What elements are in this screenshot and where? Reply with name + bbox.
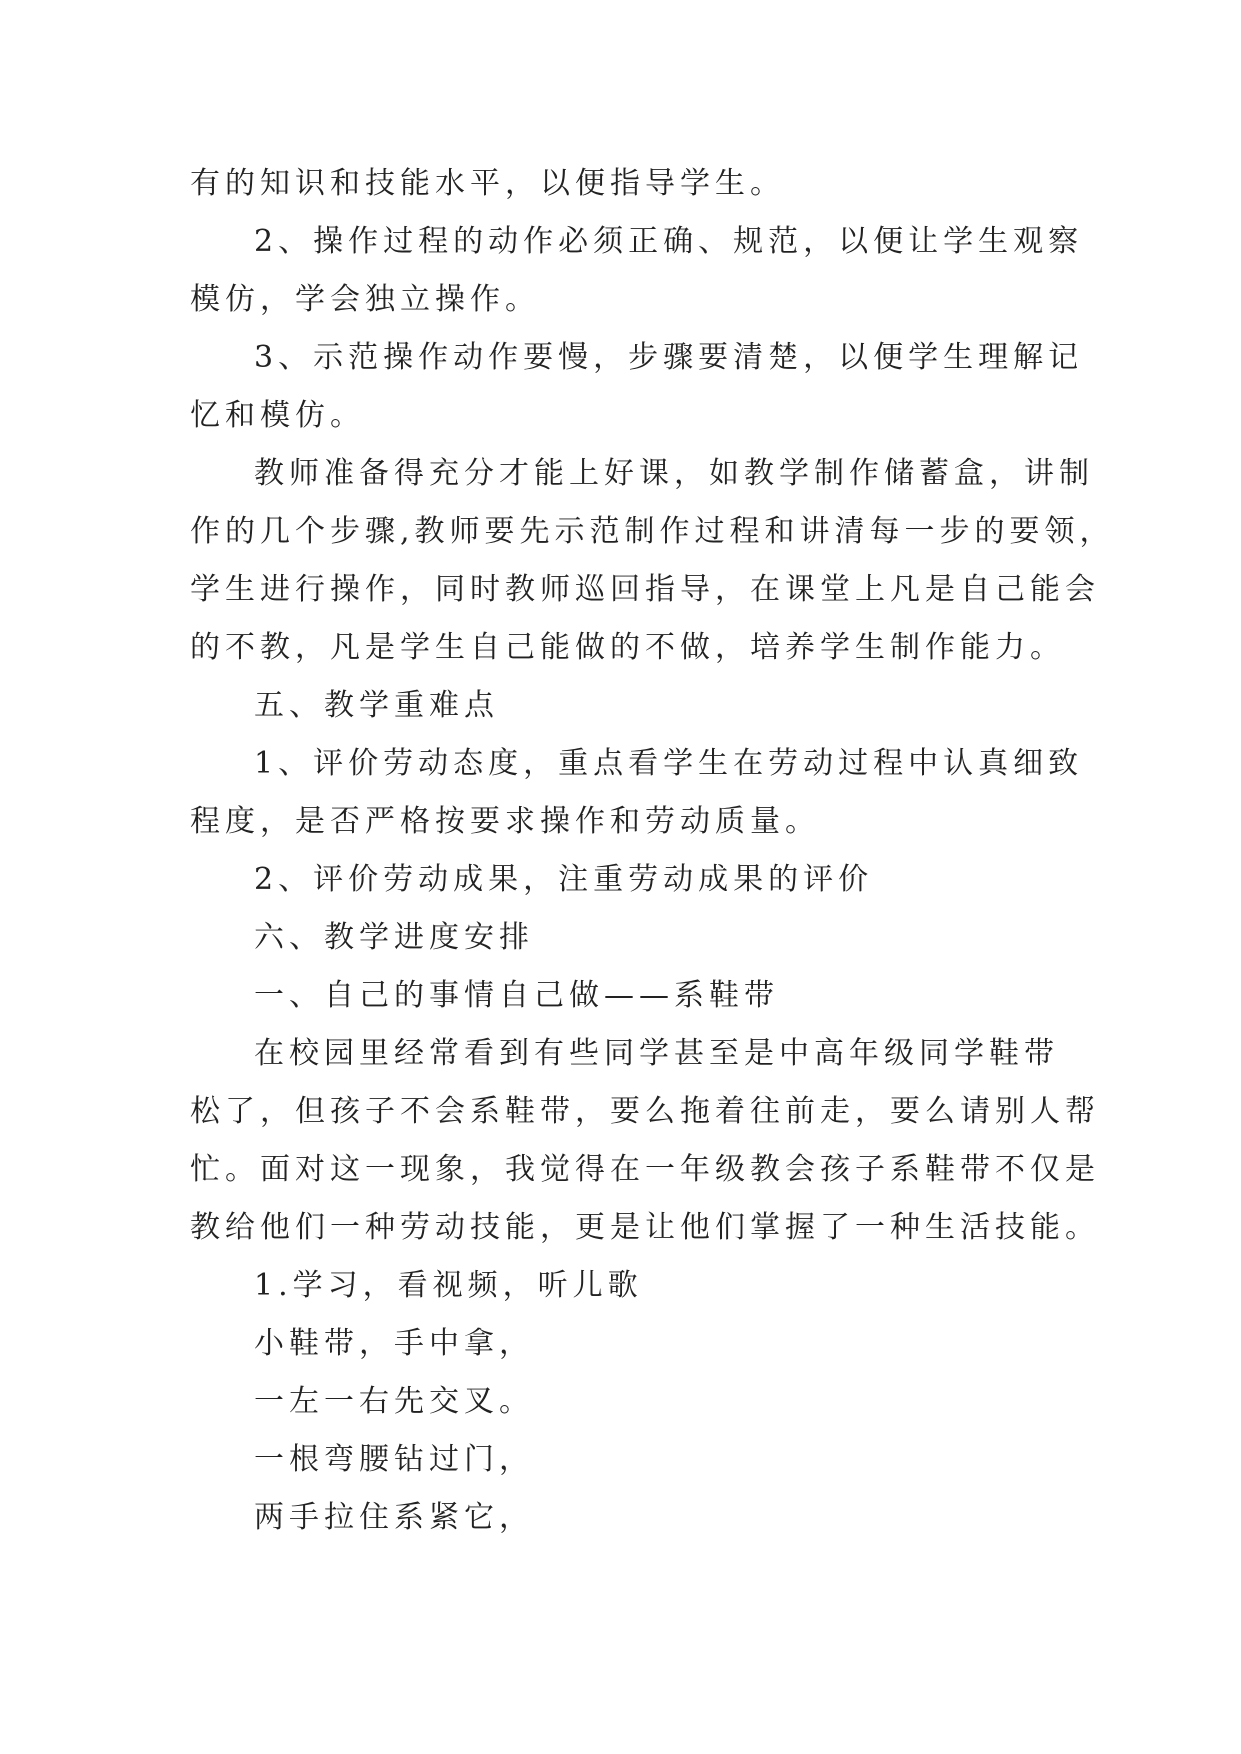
- text-line: 有的知识和技能水平，以便指导学生。: [190, 166, 785, 201]
- text-line: 程度，是否严格按要求操作和劳动质量。: [190, 804, 820, 839]
- text-line: 2、评价劳动成果，注重劳动成果的评价: [254, 862, 874, 897]
- text-line: 3、示范操作动作要慢，步骤要清楚，以便学生理解记: [254, 340, 1084, 375]
- text-line: 在校园里经常看到有些同学甚至是中高年级同学鞋带: [254, 1036, 1059, 1071]
- text-line: 小鞋带，手中拿，: [254, 1326, 534, 1361]
- text-line: 松了，但孩子不会系鞋带，要么拖着往前走，要么请别人帮: [190, 1094, 1100, 1129]
- text-line: 忙。面对这一现象，我觉得在一年级教会孩子系鞋带不仅是: [190, 1152, 1100, 1187]
- text-line: 一根弯腰钻过门，: [254, 1442, 534, 1477]
- document-body: [190, 155, 1115, 1547]
- text-line: 一左一右先交叉。: [254, 1384, 534, 1419]
- text-line: 2、操作过程的动作必须正确、规范，以便让学生观察: [254, 224, 1084, 259]
- text-line: 六、教学进度安排: [254, 920, 534, 955]
- text-line: 学生进行操作，同时教师巡回指导，在课堂上凡是自己能会: [190, 572, 1100, 607]
- text-line: 两手拉住系紧它，: [254, 1500, 534, 1535]
- text-line: 五、教学重难点: [254, 688, 499, 723]
- text-line: 忆和模仿。: [190, 398, 365, 433]
- text-line: 一、自己的事情自己做——系鞋带: [254, 978, 779, 1013]
- text-line: 模仿，学会独立操作。: [190, 282, 540, 317]
- text-line: 教给他们一种劳动技能，更是让他们掌握了一种生活技能。: [190, 1210, 1100, 1245]
- text-line: 1.学习，看视频，听儿歌: [254, 1268, 643, 1303]
- text-line: 作的几个步骤,教师要先示范制作过程和讲清每一步的要领，: [190, 514, 1115, 549]
- text-line: 教师准备得充分才能上好课，如教学制作储蓄盒，讲制: [254, 456, 1094, 491]
- text-line: 1、评价劳动态度，重点看学生在劳动过程中认真细致: [254, 746, 1084, 781]
- text-line: 的不教，凡是学生自己能做的不做，培养学生制作能力。: [190, 630, 1065, 665]
